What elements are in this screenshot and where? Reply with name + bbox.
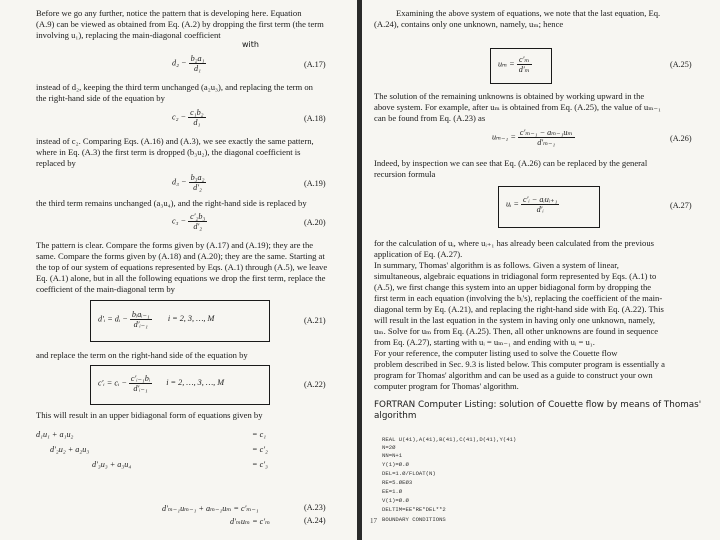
equation-a18-denominator: d₁ xyxy=(193,118,201,127)
code-line-8: V(1)=Ø.Ø xyxy=(382,497,409,504)
equation-a22-range: i = 2, …, 3, …, M xyxy=(166,378,225,388)
equation-a19 xyxy=(172,173,206,192)
code-line-7: EE=1.Ø xyxy=(382,488,403,495)
right-para-4-line-2: application of Eq. (A.27). xyxy=(374,249,463,259)
code-line-2: N=2Ø xyxy=(382,444,396,451)
right-para-4-line-3: In summary, Thomas' algorithm is as follows. Given a system of linear, xyxy=(374,260,619,270)
right-para-3-line-2: recursion formula xyxy=(374,169,436,179)
code-line-10: BOUNDARY CONDITIONS xyxy=(382,516,446,523)
equation-a22-numerator: c′ᵢ₋₁bᵢ xyxy=(130,374,151,383)
equation-a20 xyxy=(172,212,207,231)
equation-a17-lhs: d₂ − xyxy=(172,58,187,68)
right-para-4-line-10: from Eq. (A.27), starting with uᵢ = uₘ₋₁ and ending with uᵢ = u₁. xyxy=(374,337,595,347)
equation-a19-denominator: d′₂ xyxy=(193,183,202,192)
equation-a24: d′ₘuₘ = c′ₘ xyxy=(230,517,271,526)
handwritten-note: with xyxy=(242,40,259,49)
equation-a25-lhs: uₘ = xyxy=(498,59,515,69)
right-para-4-line-11: For your reference, the computer listing used to solve the Couette flow xyxy=(374,348,618,358)
left-para-3-line-3: replaced by xyxy=(36,158,76,168)
equation-number-a22: (A.22) xyxy=(304,380,326,389)
left-para-1-line-3: involving u₁), replacing the main-diagonal coefficient xyxy=(36,30,221,40)
right-para-2-line-2: above system. For example, after uₘ is obtained from Eq. (A.25), the value of uₘ₋₁ xyxy=(374,102,662,112)
left-page xyxy=(0,0,358,540)
equation-a27-fraction xyxy=(521,195,559,214)
equation-a25-numerator: c′ₘ xyxy=(517,55,532,65)
equation-number-a17: (A.17) xyxy=(304,60,326,69)
equation-a22 xyxy=(98,374,224,393)
equation-number-a26: (A.26) xyxy=(670,134,692,143)
equation-a17-numerator: b₂a₁ xyxy=(190,54,205,63)
right-para-4-line-1: for the calculation of uᵢ, where uᵢ₊₁ has already been calculated from the previous xyxy=(374,238,654,248)
equation-a27-numerator: c′ᵢ − aᵢuᵢ₊₁ xyxy=(523,195,558,204)
equation-a18-numerator: c₁b₂ xyxy=(190,108,204,117)
equation-a21-denominator: d′ᵢ₋₁ xyxy=(133,320,148,329)
equation-a20-denominator: d′₂ xyxy=(193,222,203,231)
equation-a21-fraction xyxy=(130,310,152,329)
equation-a21 xyxy=(98,310,214,329)
right-para-4-line-5: (A.5), we first change this system into an upper bidiagonal form by dropping the xyxy=(374,282,652,292)
system-row-3-lhs: d′₃u₃ + a₃u₄ xyxy=(92,460,132,469)
right-para-2-line-1: The solution of the remaining unknowns is obtained by working upward in the xyxy=(374,91,645,101)
right-para-4-line-6: first term in each equation (involving the bᵢ's), replacing the coefficient of the main- xyxy=(374,293,663,303)
right-para-1-line-1: Examining the above system of equations, we note that the last equation, Eq. xyxy=(396,8,661,18)
left-para-4: the third term remains unchanged (a₃u₄), and the right-hand side is replaced by xyxy=(36,198,307,208)
equation-a22-denominator: d′ᵢ₋₁ xyxy=(133,384,148,393)
equation-a27-denominator: d′ᵢ xyxy=(536,205,544,214)
left-para-5-line-2: same. Compare the forms given by (A.18) and (A.20); they are the same. Starting at xyxy=(36,251,325,261)
equation-a21-numerator: bᵢaᵢ₋₁ xyxy=(131,310,150,319)
equation-a26-denominator: d′ₘ₋₁ xyxy=(537,138,556,147)
equation-a21-lhs: d′ᵢ = dᵢ − xyxy=(98,314,128,324)
left-para-1-line-2: (A.9) can be viewed as obtained from Eq. (A.2) by dropping the first term (the term xyxy=(36,19,324,29)
page-number: 17 xyxy=(370,517,377,525)
left-para-5-line-4: Eq. (A.1) alone, but in all the following equations we drop the first term, replace the xyxy=(36,273,326,283)
right-para-4-line-13: program for Thomas' algorithm and can be used as a guide to construct your own xyxy=(374,370,653,380)
equation-number-a23: (A.23) xyxy=(304,503,326,512)
equation-a26 xyxy=(492,128,575,147)
right-para-4-line-12: problem described in Sec. 9.3 is listed below. This computer program is essentially a xyxy=(374,359,665,369)
listing-heading-line-1: FORTRAN Computer Listing: solution of Couette flow by means of Thomas' xyxy=(374,400,702,410)
equation-a17-denominator: d₁ xyxy=(194,64,201,73)
equation-a26-fraction xyxy=(518,128,575,147)
equation-a21-range: i = 2, 3, …, M xyxy=(167,314,215,324)
equation-number-a27: (A.27) xyxy=(670,201,692,210)
equation-a18 xyxy=(172,108,206,127)
equation-a20-lhs: c₃ − xyxy=(172,216,187,226)
code-line-1: REAL U(41),A(41),B(41),C(41),D(41),Y(41) xyxy=(382,436,517,443)
left-para-3-line-2: where in Eq. (A.3) the first term is dropped (b₃u₂), the diagonal coefficient is xyxy=(36,147,301,157)
system-row-2-lhs: d′₂u₂ + a₂u₃ xyxy=(50,445,90,454)
right-para-3-line-1: Indeed, by inspection we can see that Eq. (A.26) can be replaced by the general xyxy=(374,158,648,168)
right-para-1-line-2: (A.24), contains only one unknown, namely, uₘ; hence xyxy=(374,19,564,29)
code-line-5: DEL=1.Ø/FLOAT(N) xyxy=(382,470,436,477)
right-para-4-line-14: computer program for Thomas' algorithm. xyxy=(374,381,519,391)
system-row-1-lhs: d₁u₁ + a₁u₂ xyxy=(36,430,74,439)
system-row-1-rhs: = c₁ xyxy=(252,430,267,439)
equation-a25 xyxy=(498,55,532,74)
equation-a19-lhs: d₃ − xyxy=(172,177,187,187)
left-para-5-line-1: The pattern is clear. Compare the forms given by (A.17) and (A.19); they are the xyxy=(36,240,314,250)
system-row-3-rhs: = c′₃ xyxy=(252,460,268,469)
right-para-4-line-4: simultaneous, algebraic equations in tridiagonal form represented by Eqs. (A.1) to xyxy=(374,271,657,281)
equation-a26-lhs: uₘ₋₁ = xyxy=(492,132,516,142)
equation-number-a21: (A.21) xyxy=(304,316,326,325)
right-para-4-line-8: will result in the last equation in the system in having only one unknown, namely, xyxy=(374,315,656,325)
equation-number-a24: (A.24) xyxy=(304,516,326,525)
equation-a23: d′ₘ₋₁uₘ₋₁ + aₘ₋₁uₘ = c′ₘ₋₁ xyxy=(162,504,259,513)
equation-a25-denominator: d′ₘ xyxy=(518,65,530,74)
equation-a19-fraction xyxy=(189,173,207,192)
equation-a18-fraction xyxy=(188,108,205,127)
equation-number-a20: (A.20) xyxy=(304,218,326,227)
code-line-9: DELTIM=EE*RE*DEL**2 xyxy=(382,506,446,513)
equation-a27-lhs: uᵢ = xyxy=(506,199,519,209)
equation-a22-fraction xyxy=(129,374,152,393)
right-para-2-line-3: can be found from Eq. (A.23) as xyxy=(374,113,486,123)
code-line-3: NN=N+1 xyxy=(382,452,403,459)
code-line-6: RE=5.ØEØ3 xyxy=(382,479,413,486)
equation-a20-fraction xyxy=(188,212,207,231)
equation-number-a25: (A.25) xyxy=(670,60,692,69)
equation-a17-fraction xyxy=(189,54,207,73)
system-row-2-rhs: = c′₂ xyxy=(252,445,268,454)
left-para-7: This will result in an upper bidiagonal form of equations given by xyxy=(36,410,263,420)
equation-number-a18: (A.18) xyxy=(304,114,326,123)
code-line-4: Y(1)=Ø.Ø xyxy=(382,461,409,468)
equation-a18-lhs: c₂ − xyxy=(172,112,187,122)
right-page xyxy=(362,0,720,540)
equation-a25-fraction xyxy=(517,55,532,74)
equation-a17 xyxy=(172,54,206,73)
left-para-3-line-1: instead of c₂. Comparing Eqs. (A.16) and (A.3), we see exactly the same pattern, xyxy=(36,136,314,146)
left-para-2-line-1: instead of d₂, keeping the third term unchanged (a₂u₃), and replacing the term on xyxy=(36,82,313,92)
equation-number-a19: (A.19) xyxy=(304,179,326,188)
equation-a22-lhs: c′ᵢ = cᵢ − xyxy=(98,378,127,388)
left-para-6: and replace the term on the right-hand side of the equation by xyxy=(36,350,248,360)
listing-heading-line-2: algorithm xyxy=(374,411,417,421)
equation-a19-numerator: b₃a₂ xyxy=(190,173,205,182)
left-para-1-line-1: Before we go any further, notice the pattern that is developing here. Equation xyxy=(36,8,302,18)
right-para-4-line-9: uₘ. Solve for uₘ from Eq. (A.25). Then, all other unknowns are found in sequence xyxy=(374,326,659,336)
left-para-5-line-5: coefficient of the main-diagonal term by xyxy=(36,284,175,294)
equation-a20-numerator: c′₂b₃ xyxy=(190,212,206,221)
left-para-2-line-2: the right-hand side of the equation by xyxy=(36,93,165,103)
equation-a26-numerator: c′ₘ₋₁ − aₘ₋₁uₘ xyxy=(519,128,573,137)
right-para-4-line-7: diagonal term by Eq. (A.21), and replacing the right-hand side with Eq. (A.22). This xyxy=(374,304,664,314)
left-para-5-line-3: the top of our system of equations represented by Eqs. (A.1) through (A.5), we leave xyxy=(36,262,328,272)
equation-a27 xyxy=(506,195,559,214)
